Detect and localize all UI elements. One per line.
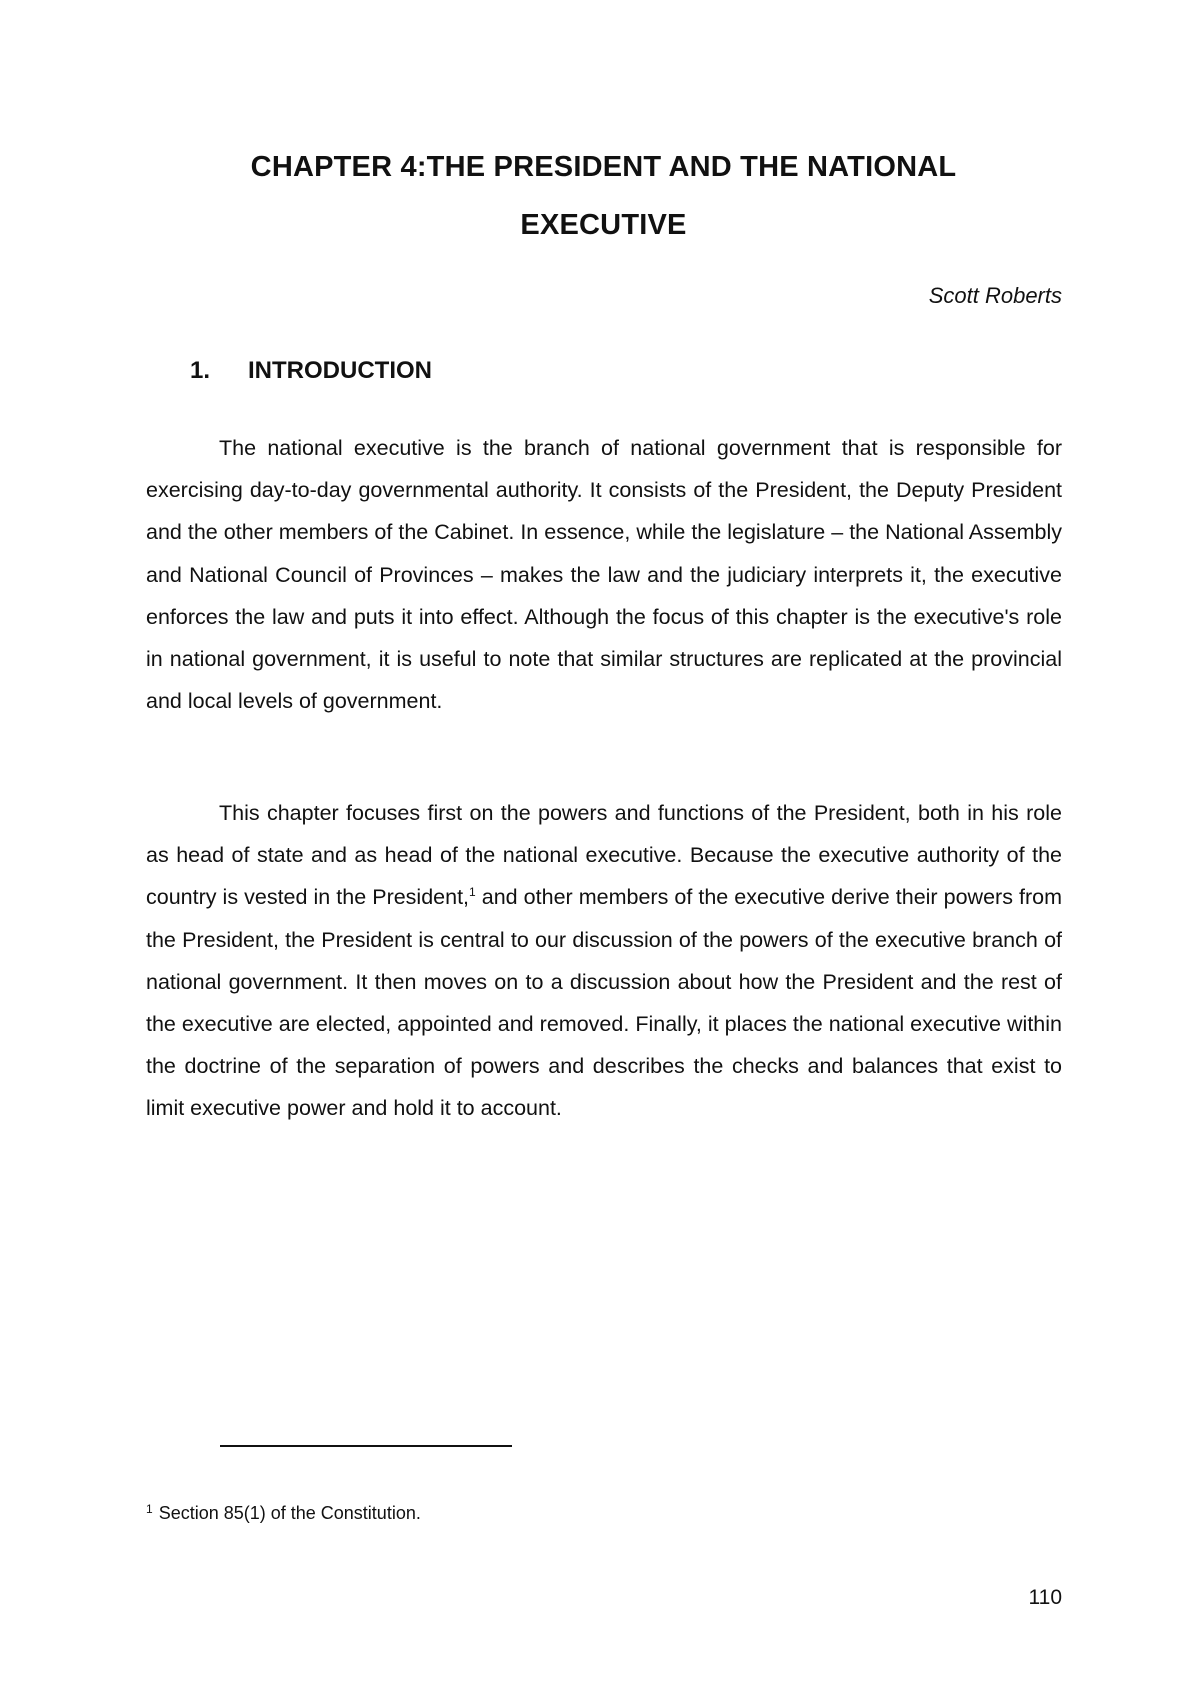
section-title: INTRODUCTION <box>248 357 432 384</box>
paragraph-2-text-after-ref: and other members of the executive derive their powers from the President, the President is central to our discussion of the powers of the executive branch of national government. It then moves on to a discussion about how the President and the rest of the executive are elected, appointed and removed. Finally, it places the national executive within the doctrine of the separation of powers and describes the checks and balances that exist to limit executive power and hold it to account. <box>146 885 1062 1121</box>
chapter-title <box>145 138 1062 254</box>
author-name: Scott Roberts <box>928 283 1062 308</box>
paragraph-1: The national executive is the branch of national government that is responsible for exercising day-to-day governmental authority. It consists of the President, the Deputy President and the other members of the Cabinet. In essence, while the legislature – the National Assembly and National Council of Provinces – makes the law and the judiciary interprets it, the executive enforces the law and puts it into effect. Although the focus of this chapter is the executive's role in national government, it is useful to note that similar structures are replicated at the provincial and local levels of government. <box>146 436 1062 714</box>
footnote-reference[interactable]: 1 <box>469 885 476 900</box>
footnote-separator <box>220 1445 512 1447</box>
footnote-text: Section 85(1) of the Constitution. <box>158 1503 421 1523</box>
footnote <box>146 1502 421 1524</box>
chapter-title-line-2: EXECUTIVE <box>520 209 687 241</box>
section-heading <box>190 357 432 385</box>
chapter-title-line-1: CHAPTER 4:THE PRESIDENT AND THE NATIONAL <box>250 151 957 183</box>
paragraph-2 <box>146 792 1062 1130</box>
page-number: 110 <box>1028 1586 1062 1609</box>
section-number: 1. <box>190 357 211 384</box>
paragraph-2-text-before-ref: This chapter focuses first on the powers and functions of the President, both in his role as head of state and as head of the national executive. Because the executive authority of the country is vested in the President, <box>146 801 1062 910</box>
footnote-marker: 1 <box>146 1502 153 1516</box>
